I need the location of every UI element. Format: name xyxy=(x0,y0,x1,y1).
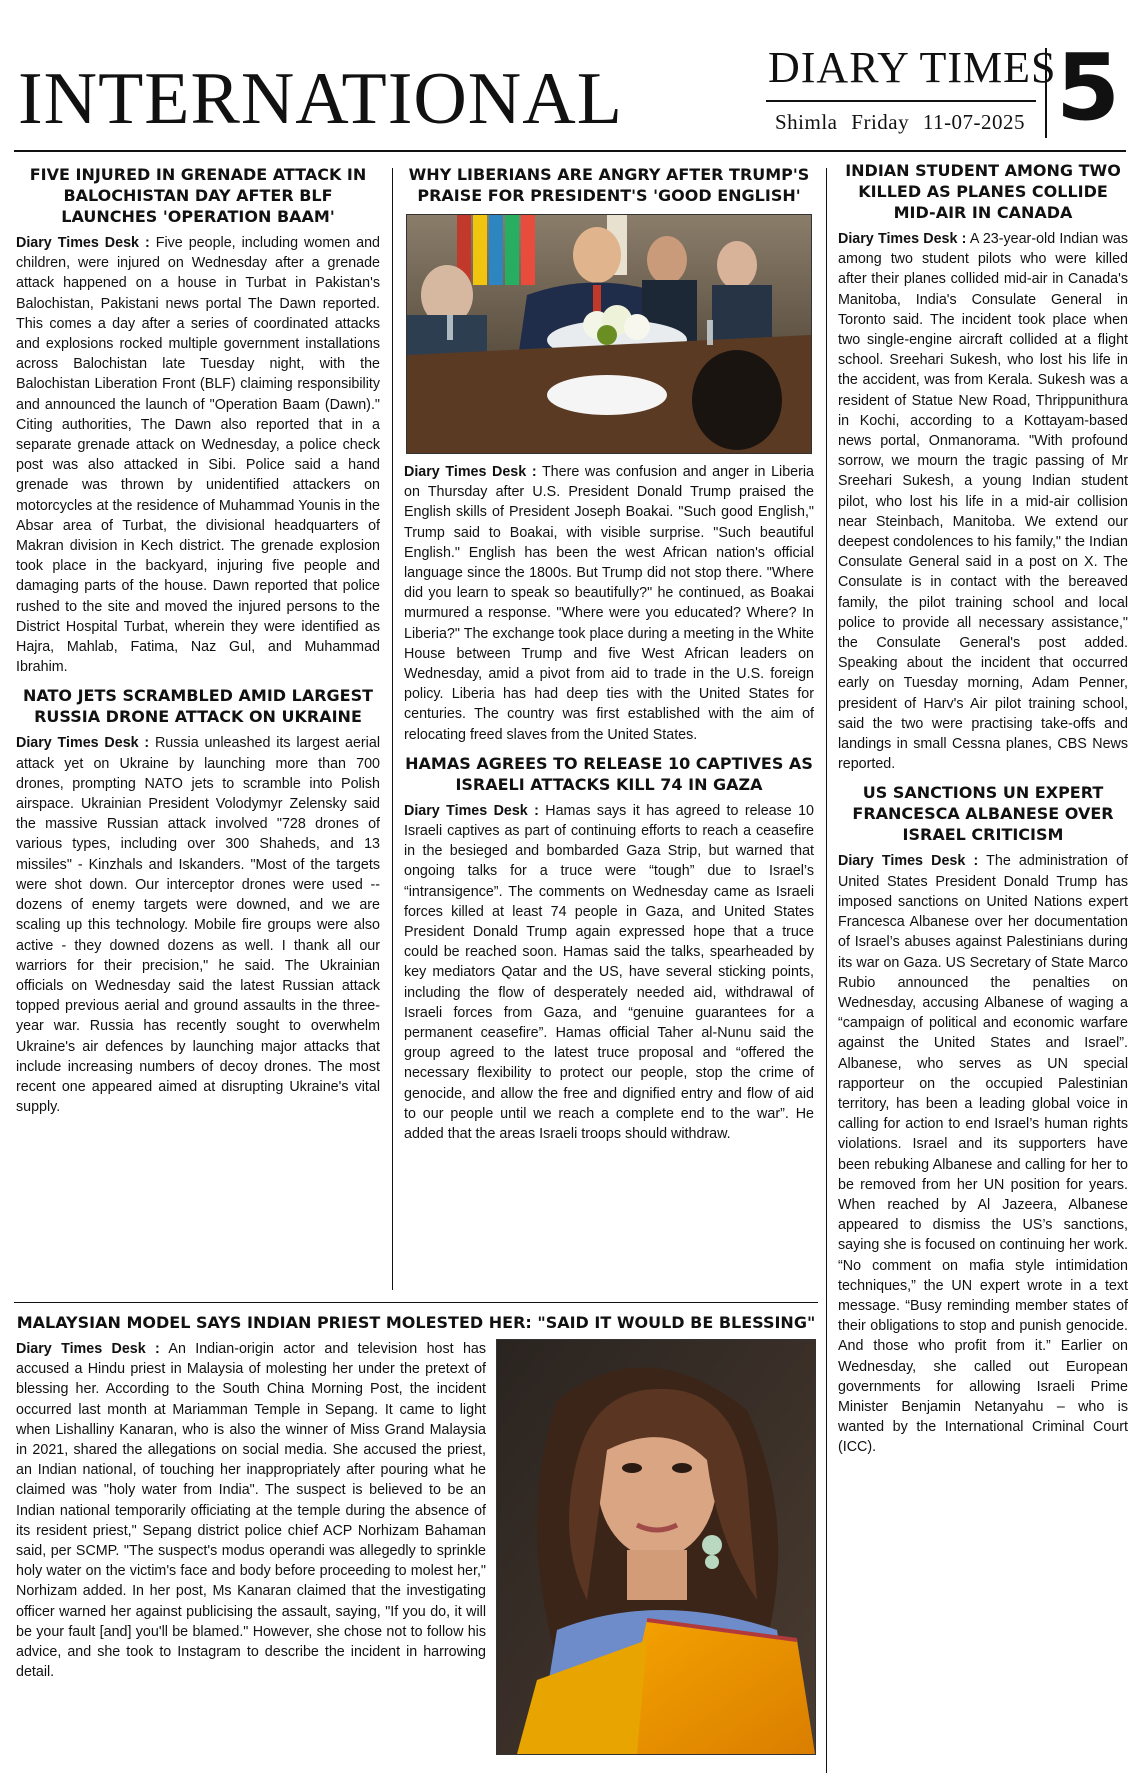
article-body xyxy=(16,233,380,677)
photo-white-house-meeting xyxy=(406,214,812,454)
article-text: Russia unleashed its largest aerial attack yet on Ukraine by launching more than 700 drones, prompting NATO jets to scramble into Polish airspace. Ukrainian President Volodymyr Zelensky said the massive Russian attack involved "728 drones of various types, including over 300 Shaheds, and 13 missiles" - Kinzhals and Iskanders. "Most of the targets were shot down. Our interceptor drones were used -- dozens of enemy targets were downed, and we are scaling up this technology. Mobile fire groups were also active - they downed dozens as well. I thank all our warriors for their precision," he said. The Ukrainian officials on Wednesday said the latest Russian attack topped previous aerial and ground assaults in the three-year war. Russia has recently sought to overwhelm Ukraine's air defences by launching major attacks that include increasing numbers of decoy drones. The most recent one appeared aimed at disrupting Ukraine's vital supply. xyxy=(16,735,380,1116)
column-divider xyxy=(392,168,393,1290)
article-albanese xyxy=(838,782,1128,1457)
bottom-section xyxy=(16,1312,816,1761)
section-divider xyxy=(14,1302,818,1303)
photo-model-portrait xyxy=(496,1339,816,1755)
article-text: A 23-year-old Indian was among two student pilots who were killed after their planes collided mid-air in Canada's Manitoba, India's Consulate General in Toronto said. The incident took place when two single-engine aircraft collided at a flight school. Sreehari Sukesh, who lost his life in the accident, was from Kerala. Sukesh was a resident of Statue New Road, Thrippunithura in Kochi, according to a Kottayam-based news portal, Onmanorama. "With profound sorrow, we mourn the tragic passing of Mr Sreehari Sukesh, a young Indian student pilot, who lost his life in a mid-air collision near Steinbach, Manitoba. We extend our deepest condolences to his family," the Indian Consulate General said in a post on X. The Consulate is in contact with the bereaved family, the pilot training school and local police to provide all necessary assistance," the Consulate General's post added. Speaking about the incident that occurred early on Tuesday morning, Adam Penner, president of Harv's Air pilot training school, said the two were practising take-offs and landings in small Cessna planes, CBS News reported. xyxy=(838,231,1128,773)
article-body xyxy=(838,229,1128,774)
meeting-photo-image xyxy=(407,215,811,453)
article-grenade xyxy=(16,164,380,677)
newspaper-name: DIARY TIMES xyxy=(768,43,1057,92)
article-text: There was confusion and anger in Liberia on Thursday after U.S. President Donald Trump praised the English skills of President Joseph Boakai. "Such good English," Trump said to Boakai, with visible surprise. "Such beautiful English." English has been the west African nation's official language since the 1800s. But Trump did not stop there. "Where did you learn to speak so beautifully?" he continued, as Boakai murmured a response. "Where were you educated? Where? In Liberia?" The exchange took place during a meeting in the White House between Trump and five West African leaders on Wednesday, amid a pivot from aid to trade in the U.S. foreign policy. Liberia has had deep ties with the United States for centuries. The country was first established with the aim of relocating freed slaves from the United States. xyxy=(404,464,814,743)
column-divider xyxy=(826,168,827,1773)
byline: Diary Times Desk : xyxy=(16,235,150,251)
column-left xyxy=(16,164,380,1125)
headline-nato: NATO JETS SCRAMBLED AMID LARGEST RUSSIA DRONE ATTACK ON UKRAINE xyxy=(22,686,374,727)
article-body xyxy=(838,851,1128,1457)
article-body xyxy=(16,733,380,1117)
dateline xyxy=(775,110,1033,135)
article-canada xyxy=(838,160,1128,774)
headline-grenade: FIVE INJURED IN GRENADE ATTACK IN BALOCHISTAN DAY AFTER BLF LAUNCHES 'OPERATION BAAM' xyxy=(29,165,367,226)
column-right xyxy=(838,160,1128,1466)
section-title: INTERNATIONAL xyxy=(18,58,623,140)
dateline-date: 11-07-2025 xyxy=(922,110,1026,134)
article-body xyxy=(404,801,814,1144)
article-liberia xyxy=(404,164,814,745)
headline-liberia: WHY LIBERIANS ARE ANGRY AFTER TRUMP'S PRAISE FOR PRESIDENT'S 'GOOD ENGLISH' xyxy=(408,165,810,205)
article-text: Five people, including women and children, were injured on Wednesday after a grenade attack happened on a house in Turbat in Pakistan's Balochistan, Pakistani news portal The Dawn reported. This comes a day after a series of coordinated attacks and explosions rocked multiple government installations across Balochistan late Tuesday night, with the Balochistan Liberation Front (BLF) claiming responsibility and announced the launch of "Operation Baam (Dawn)." Citing authorities, The Dawn also reported that in a separate grenade attack on Wednesday, a police check post was also attacked in Sibi. Police said a hand grenade was thrown by unidentified attackers on motorcycles at the residence of Muhammad Younis in the Absar area of Turbat, the divisional headquarters of Makran division in Kech district. The grenade explosion took place in the backyard, injuring five people and damaging parts of the house. Dawn reported that police rushed to the site and moved the injured persons to the District Hospital Turbat, wherein they were identified as Hajra, Mahlab, Fatima, Naz Gul, and Muhammad Ibrahim. xyxy=(16,235,380,676)
dateline-city: Shimla xyxy=(775,110,838,134)
byline: Diary Times Desk : xyxy=(838,231,967,247)
byline: Diary Times Desk : xyxy=(404,802,539,819)
headline-albanese: US SANCTIONS UN EXPERT FRANCESCA ALBANESE OVER ISRAEL CRITICISM xyxy=(852,783,1114,845)
article-nato xyxy=(16,685,380,1117)
article-text: An Indian-origin actor and television host has accused a Hindu priest in Malaysia of molesting her under the pretext of blessing her. According to the South China Morning Post, the incident occurred last month at Mariamman Temple in Sepang. It came to light when Lishalliny Kanaran, who is also the winner of Miss Grand Malaysia in 2021, shared the allegations on social media. She accused the priest, an Indian national, of touching her inappropriately after pouring what he claimed was "holy water from India". The suspect is believed to be an Indian national temporarily officiating at the temple during the absence of its resident priest," Sepang district police chief ACP Norhizam Bahaman said, per SCMP. "The suspect's modus operandi was allegedly to sprinkle holy water on the victim's face and body before proceeding to molest her," Norhizam added. In her post, Ms Kanaran claimed that the investigating officer warned her against publicising the assault, saying, "If you do, it will be your fault [and] you'll be blamed." However, she chose not to follow his advice, and she took to Instagram to describe the incident in harrowing detail. xyxy=(16,1341,487,1681)
masthead-rule xyxy=(766,100,1036,102)
page-number: 5 xyxy=(1056,34,1121,141)
article-text: The administration of United States President Donald Trump has imposed sanctions on United Nations expert Francesca Albanese over her documentation of Israel’s abuses against Palestinians during its war on Gaza. US Secretary of State Marco Rubio announced the penalties on Wednesday, accusing Albanese of waging a “campaign of political and economic warfare against the United States and Israel”. Albanese, who serves as UN special rapporteur on the occupied Palestinian territory, has been a leading global voice in calling for action to end Israel’s human rights violations. Israel and its supporters have been rebuking Albanese and calling for her to be removed from her UN position for years. When reached by Al Jazeera, Albanese appeared to dismiss the US’s sanctions, saying she is focused on continuing her work. “No comment on mafia style intimidation techniques,” the UN expert wrote in a text message. “Busy reminding member states of their obligations to stop and punish genocide. And those who profit from it.” Earlier on Wednesday, she called out European governments for allowing Israeli Prime Minister Benjamin Netanyahu – who is wanted by the International Criminal Court (ICC). xyxy=(838,853,1129,1456)
masthead-divider xyxy=(1045,48,1047,138)
article-body xyxy=(404,462,814,745)
article-malaysia xyxy=(16,1312,816,1761)
portrait-photo-image xyxy=(497,1340,815,1754)
article-hamas xyxy=(404,753,814,1144)
headline-canada: INDIAN STUDENT AMONG TWO KILLED AS PLANES COLLIDE MID-AIR IN CANADA xyxy=(845,161,1121,222)
headline-malaysia: MALAYSIAN MODEL SAYS INDIAN PRIEST MOLESTED HER: "SAID IT WOULD BE BLESSING" xyxy=(16,1313,816,1332)
dateline-day: Friday xyxy=(851,110,910,134)
byline: Diary Times Desk : xyxy=(16,1341,160,1357)
column-middle xyxy=(404,164,814,1152)
byline: Diary Times Desk : xyxy=(16,735,150,752)
article-text: Hamas says it has agreed to release 10 Israeli captives as part of continuing efforts to reach a ceasefire in the besieged and bombarded Gaza Strip, but warned that ongoing talks for a truce were “tough” due to Israel’s “intransigence”. The comments on Wednesday came as Israeli forces killed at least 74 people in Gaza, and United States President Donald Trump again expressed hope that a truce could be reached soon. Hamas said the talks, spearheaded by key mediators Qatar and the US, have several sticking points, including the flow of desperately needed aid, withdrawal of Israeli forces from Gaza, and “genuine guarantees for a permanent ceasefire”. Hamas official Taher al-Nunu said the group agreed to the latest truce proposal and “offered the necessary flexibility to protect our people, stop the crime of genocide, and allow the free and dignified entry and flow of aid to our people until we reach a complete end to the war”. He added that the areas Israeli troops should withdraw. xyxy=(404,802,814,1143)
masthead xyxy=(0,0,1140,150)
headline-hamas: HAMAS AGREES TO RELEASE 10 CAPTIVES AS ISRAELI ATTACKS KILL 74 IN GAZA xyxy=(405,753,813,794)
header-rule xyxy=(14,150,1126,152)
byline: Diary Times Desk : xyxy=(838,853,979,870)
byline: Diary Times Desk : xyxy=(404,464,537,480)
